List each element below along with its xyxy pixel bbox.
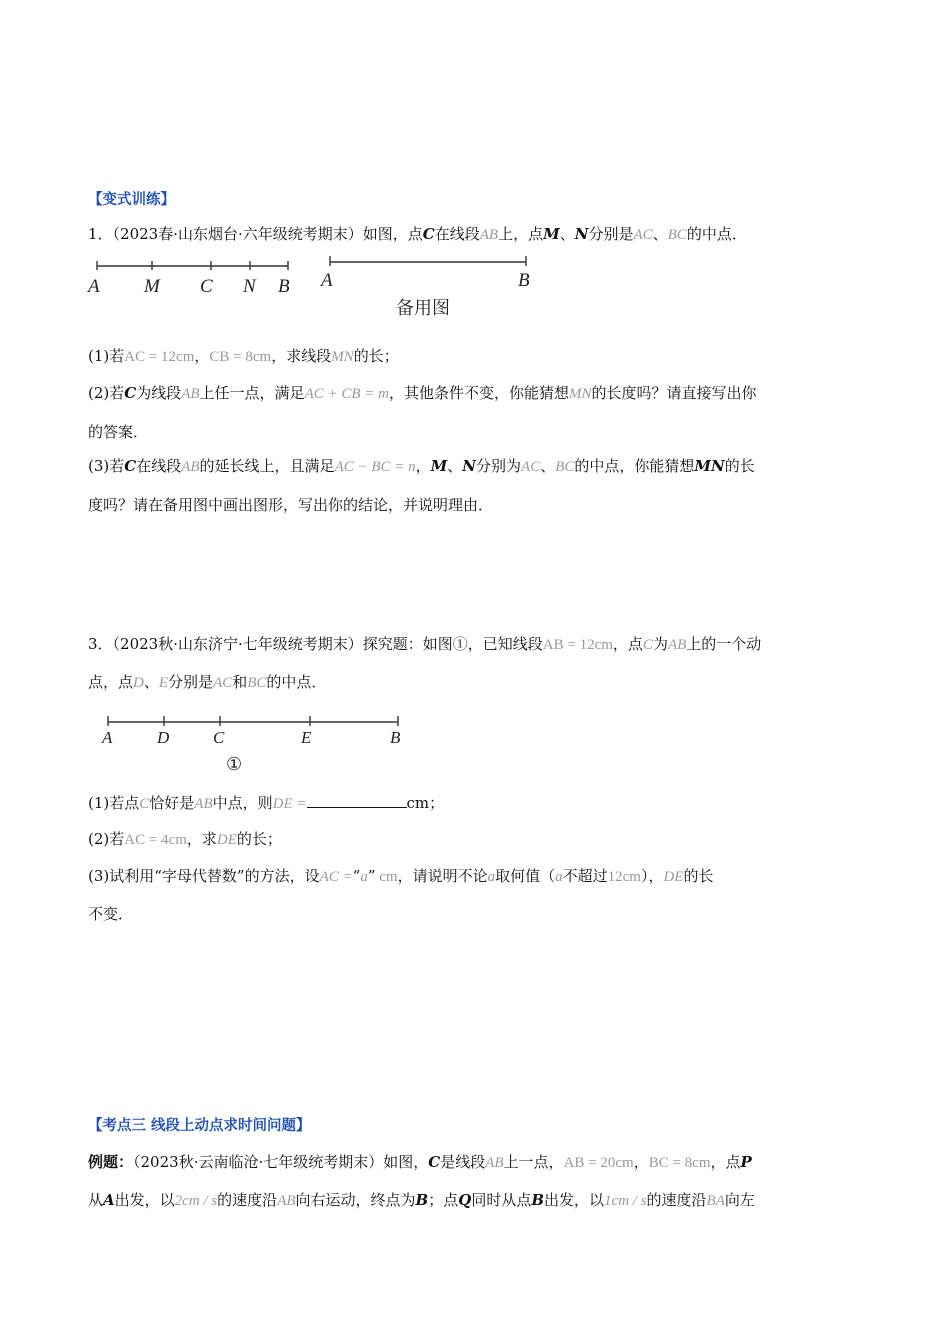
example-text: 是线段	[440, 1153, 486, 1171]
q1-seg-ab: AB	[479, 227, 499, 243]
example-math: AB	[485, 1155, 504, 1171]
q1-text: 、	[652, 225, 668, 243]
example-point: B	[531, 1191, 545, 1209]
q1-label-m: M	[144, 276, 160, 297]
q1-label-c: C	[200, 276, 213, 297]
q3-math: C	[642, 637, 653, 653]
example-text: 向右运动，终点为	[295, 1191, 416, 1209]
q3-part1-text: (1)若点	[88, 794, 140, 812]
q1-part2-math: AB	[181, 386, 200, 402]
example-point: P	[740, 1153, 752, 1171]
q1-text: 、	[559, 225, 575, 243]
q3-part3-math: DE	[663, 869, 684, 885]
q3-part3-text: ），	[640, 867, 664, 885]
q3-part3-text: 的长	[683, 867, 714, 885]
q3-math: E	[158, 675, 169, 691]
q1-part3-point: C	[124, 457, 137, 475]
q1-part3-text: (3)若	[88, 457, 125, 475]
q3-math: D	[133, 675, 144, 691]
q1-text: 的中点．	[686, 225, 747, 243]
q1-part2-text: 上任一点，满足	[199, 384, 305, 402]
answer-blank[interactable]	[307, 793, 407, 808]
q1-seg-ac: AC	[633, 227, 653, 243]
q3-part3-math: AC =	[319, 869, 353, 885]
example-math: BA	[706, 1193, 725, 1209]
q3-text: 和	[232, 673, 248, 691]
q3-text: 的中点．	[266, 673, 327, 691]
q1-part3-text: 分别为	[476, 457, 522, 475]
q3-part1-text: 中点，则	[212, 794, 273, 812]
q3-figure-caption: ①	[226, 754, 243, 774]
q1-part2	[88, 383, 868, 404]
q3-label-a: A	[102, 728, 113, 747]
q3-part3-text: ”	[367, 867, 376, 885]
example-math: AB = 20cm	[563, 1155, 634, 1171]
q1-part2-line2: 的答案．	[88, 423, 149, 441]
q1-text: 在线段	[434, 225, 480, 243]
q3-source: （2023秋·山东济宁·七年级统考期末）	[112, 635, 363, 653]
q1-spare-label-b: B	[518, 270, 530, 291]
q3-part3-text: “	[352, 867, 361, 885]
q1-part1	[88, 346, 868, 367]
q3-part3-math: a	[487, 869, 496, 885]
q3-part1-text: cm；	[406, 794, 445, 812]
q3-text: 上的一个动	[686, 635, 762, 653]
q3-part3-math: cm	[375, 869, 398, 885]
q1-part2-point: C	[124, 384, 137, 402]
q3-part3-math: a	[555, 869, 563, 885]
q1-part1-text: (1)若	[88, 347, 125, 365]
q1-source: （2023春·山东烟台·六年级统考期末）	[112, 225, 363, 243]
example-text: 出发，以	[114, 1191, 175, 1209]
q3-part3-line2: 不变．	[88, 905, 134, 923]
example-text: 出发，以	[544, 1191, 605, 1209]
variant-section-heading: 【变式训练】	[88, 192, 175, 208]
q1-spare-label-a: A	[321, 270, 333, 291]
q3-part3-math: 12cm	[607, 869, 641, 885]
q3-text: ，点	[612, 635, 643, 653]
example-text: 同时从点	[471, 1191, 532, 1209]
example-math: 1cm / s	[604, 1193, 647, 1209]
q1-part1-math: CB = 8cm	[209, 349, 272, 365]
q1-part3-point: N	[462, 457, 477, 475]
q1-part2-text: 的长度吗？请直接写出你	[591, 384, 757, 402]
example-math: AB	[277, 1193, 296, 1209]
q3-part1-math: DE =	[272, 796, 307, 812]
q3-label-c: C	[213, 728, 225, 747]
q1-part3-text: 的长	[724, 457, 755, 475]
q1-part2-math: MN	[569, 386, 592, 402]
q1-part3-text: 在线段	[136, 457, 182, 475]
q1-segment-figure	[80, 254, 320, 300]
q1-part2-text: (2)若	[88, 384, 125, 402]
example-point: Q	[458, 1191, 472, 1209]
example-text: ，点	[710, 1153, 741, 1171]
q1-part3-point: MN	[694, 457, 725, 475]
example-text: 从	[88, 1191, 104, 1209]
q1-part3-math: AB	[181, 459, 200, 475]
q3-part3-text: ，请说明不论	[397, 867, 488, 885]
q3-part3-math: a	[360, 869, 368, 885]
example-point: B	[415, 1191, 429, 1209]
example-text: ；点	[428, 1191, 459, 1209]
q1-text: 如图，点	[362, 225, 423, 243]
q3-part2	[88, 829, 868, 850]
q1-part3-line2: 度吗？请在备用图中画出图形，写出你的结论，并说明理由．	[88, 496, 494, 514]
q1-part1-text: ，求线段	[271, 347, 332, 365]
q1-part3-math: BC	[555, 459, 575, 475]
q3-math: AB	[667, 637, 687, 653]
q3-part3-text: 不超过	[562, 867, 608, 885]
q1-part3-text: 的中点，你能猜想	[574, 457, 695, 475]
example-text: 的速度沿	[646, 1191, 707, 1209]
q1-part2-text: 为线段	[136, 384, 182, 402]
example-math: BC = 8cm	[648, 1155, 711, 1171]
q3-text: 为	[652, 635, 668, 653]
q3-part2-math: DE	[216, 832, 237, 848]
q3-stem-line2	[88, 672, 868, 693]
q3-number: 3．	[88, 635, 113, 653]
example-text: 如图，	[383, 1153, 429, 1171]
q1-point-c: C	[422, 225, 435, 243]
q1-label-b: B	[278, 276, 290, 297]
q1-part2-math: AC + CB = m	[304, 386, 389, 402]
example-text: 向左	[724, 1191, 755, 1209]
q1-text: 分别是	[588, 225, 634, 243]
q1-number: 1．	[88, 225, 113, 243]
q3-label-d: D	[157, 728, 170, 747]
q1-point-m: M	[543, 225, 560, 243]
q3-part3	[88, 866, 868, 887]
q1-part2-text: ，其他条件不变，你能猜想	[388, 384, 569, 402]
q3-text: 点，点	[88, 673, 134, 691]
q1-part3-math: AC − BC = n	[334, 459, 416, 475]
q3-math: AC	[213, 675, 233, 691]
q3-text: 、	[143, 673, 159, 691]
q1-part3-math: AC	[521, 459, 541, 475]
example-math: 2cm / s	[174, 1193, 218, 1209]
q3-label-b: B	[390, 728, 401, 747]
q3-math: AB = 12cm	[542, 637, 613, 653]
q1-stem	[88, 224, 868, 245]
q1-part1-text: ，	[194, 347, 210, 365]
q1-part1-math: MN	[331, 349, 354, 365]
q3-part1-math: C	[139, 796, 150, 812]
example-text: 的速度沿	[217, 1191, 278, 1209]
q3-part1-math: AB	[194, 796, 213, 812]
q1-spare-caption: 备用图	[396, 298, 450, 318]
q1-label-n: N	[243, 276, 256, 297]
section3-example-line2	[88, 1190, 868, 1211]
example-point: C	[428, 1153, 441, 1171]
q3-part3-text: 取何值（	[495, 867, 556, 885]
example-source: （2023秋·云南临沧·七年级统考期末）	[133, 1153, 384, 1171]
q3-part3-text: (3)试利用“字母代替数”的方法，设	[88, 867, 320, 885]
q3-label-e: E	[301, 728, 312, 747]
q1-part3-text: 、	[540, 457, 556, 475]
q3-text: 分别是	[168, 673, 214, 691]
q3-text: 探究题：如图①，已知线段	[362, 635, 543, 653]
q3-part2-text: ，求	[186, 830, 217, 848]
q3-part2-text: 的长；	[236, 830, 282, 848]
section3-heading: 【考点三 线段上动点求时间问题】	[88, 1118, 311, 1134]
q1-part3	[88, 456, 868, 477]
section3-example	[88, 1152, 868, 1173]
q3-part2-math: AC = 4cm	[124, 832, 187, 848]
q1-part3-point: M	[430, 457, 448, 475]
example-label: 例题：	[88, 1153, 134, 1171]
q1-label-a: A	[88, 276, 100, 297]
q1-seg-bc: BC	[667, 227, 687, 243]
q3-part2-text: (2)若	[88, 830, 125, 848]
q3-stem	[88, 634, 868, 655]
q3-part1	[88, 793, 868, 814]
q1-part3-text: 的延长线上，且满足	[199, 457, 335, 475]
example-point: A	[103, 1191, 115, 1209]
example-text: ，	[633, 1153, 649, 1171]
q1-part1-text: 的长；	[353, 347, 399, 365]
q3-segment-figure	[96, 710, 416, 776]
example-text: 上一点，	[503, 1153, 564, 1171]
q1-point-n: N	[574, 225, 589, 243]
q3-math: BC	[247, 675, 267, 691]
q3-part1-text: 恰好是	[149, 794, 195, 812]
q1-part1-math: AC = 12cm	[124, 349, 195, 365]
q1-part3-text: 、	[447, 457, 463, 475]
q1-spare-figure	[318, 250, 548, 322]
q1-text: 上，点	[498, 225, 544, 243]
q1-part3-text: ，	[415, 457, 431, 475]
